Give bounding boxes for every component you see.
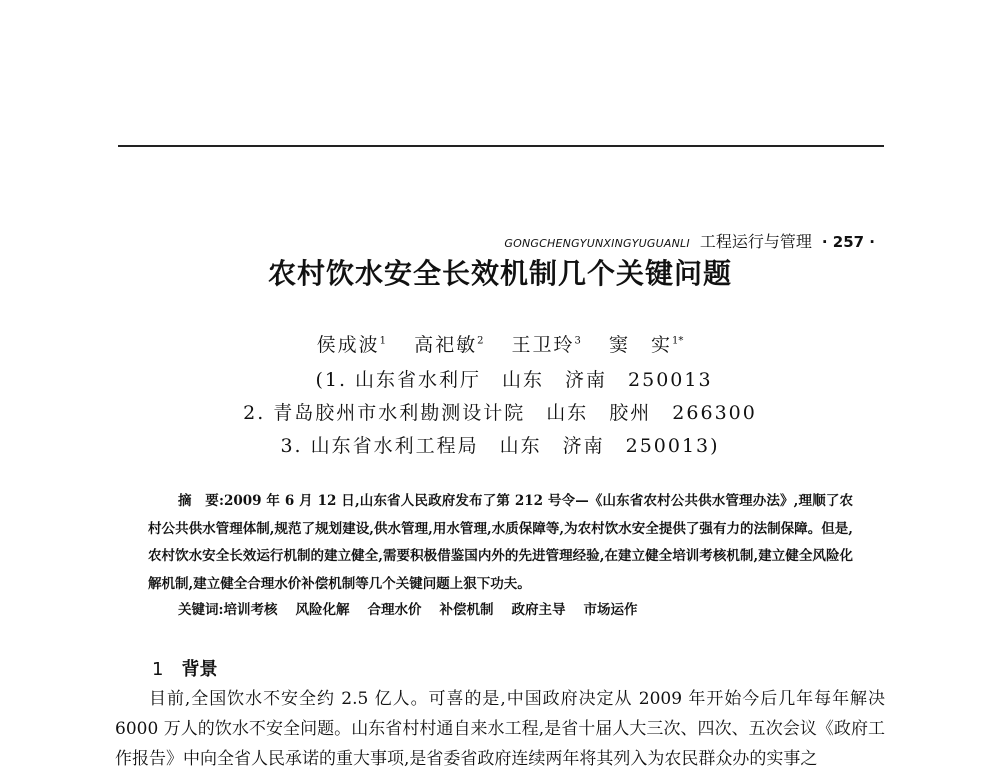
section-heading	[152, 655, 217, 681]
running-head	[504, 229, 875, 252]
page-number: · 257 ·	[821, 233, 875, 251]
abstract-text: 2009 年 6 月 12 日,山东省人民政府发布了第 212 号令—《山东省农村公共供水管理办法》,理顺了农村公共供水管理体制,规范了规划建设,供水管理,用水管理,水质保障等,为农村饮水安全提供了强有力的法制保障。但是,农村饮水安全长效运行机制的建立健全,需要积极借鉴国内外的先进管理经验,在建立健全培训考核机制,建立健全风险化解机制,建立健全合理水价补偿机制等几个关键问题上狠下功夫。	[148, 493, 854, 592]
affiliation-3: 3. 山东省水利工程局 山东 济南 250013)	[280, 435, 720, 457]
keyword: 补偿机制	[439, 602, 494, 618]
author-list	[0, 330, 1000, 357]
header-rule	[118, 145, 884, 147]
keywords	[178, 598, 853, 618]
abstract	[148, 488, 853, 598]
section-title: 背景	[181, 659, 218, 680]
paper-title: 农村饮水安全长效机制几个关键问题	[267, 257, 732, 290]
keyword: 风险化解	[295, 602, 350, 618]
author-3: 王卫玲$^3$	[511, 334, 581, 356]
keyword: 市场运作	[583, 602, 638, 618]
author-4: 窦 实$^{1*}$	[608, 334, 684, 356]
section-number: 1	[152, 659, 164, 680]
journal-section-title: 工程运行与管理	[699, 232, 812, 251]
abstract-label: 摘 要:	[178, 493, 224, 509]
affiliation-1: (1. 山东省水利厅 山东 济南 250013	[315, 369, 713, 391]
author-2: 高祀敏$^2$	[414, 334, 484, 356]
running-header	[0, 112, 1000, 251]
keyword: 政府主导	[511, 602, 566, 618]
author-1: 侯成波$^1$	[316, 334, 387, 356]
keyword: 合理水价	[367, 602, 422, 618]
affiliation-2: 2. 青岛胶州市水利勘测设计院 山东 胶州 266300	[243, 402, 757, 424]
keywords-label: 关键词:	[178, 602, 224, 618]
keyword: 培训考核	[223, 602, 278, 618]
body-paragraph: 目前,全国饮水不安全约 2.5 亿人。可喜的是,中国政府决定从 2009 年开始今后几年每年解决 6000 万人的饮水不安全问题。山东省村村通自来水工程,是省十届人大三次、四次、五次会议《政府工作报告》中向全省人民承诺的重大事项,是省委省政府连续两年将其列入为农民群众办的实事之	[115, 689, 885, 769]
journal-section-pinyin: GONGCHENGYUNXINGYUGUANLI	[504, 237, 690, 250]
